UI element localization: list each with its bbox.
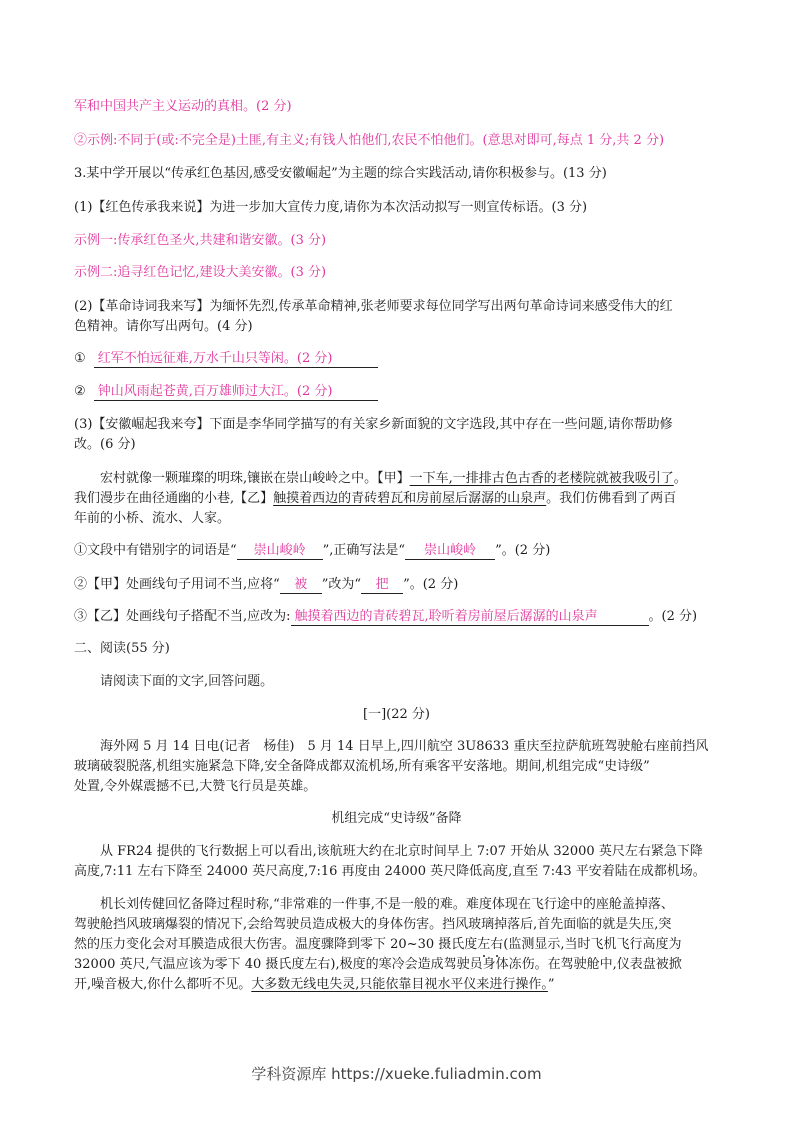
underlined-sentence: 大多数无线电失灵,只能依靠目视水平仪来进行操作。 bbox=[251, 977, 548, 992]
question-text: ”,正确写法是“ bbox=[322, 543, 406, 558]
article-line bbox=[74, 976, 555, 994]
answer-blank bbox=[280, 577, 322, 594]
passage-text: 。我们仿佛看到了两百 bbox=[546, 491, 677, 506]
answer-blank bbox=[361, 577, 403, 594]
question-text: ”。(2 分) bbox=[495, 543, 551, 558]
blank-answer: 钟山风雨起苍黄,百万雄师过大江。(2 分) bbox=[97, 384, 333, 399]
section-heading: 二、阅读(55 分) bbox=[74, 641, 170, 656]
article-line: 海外网 5 月 14 日电(记者 杨佳) 5 月 14 日早上,四川航空 3U8633 重庆至拉萨航班驾驶舱右座前挡风 bbox=[100, 739, 709, 754]
passage-text: 。 bbox=[673, 471, 687, 486]
question-3-1: (1)【红色传承我来说】为进一步加大宣传力度,请你为本次活动拟写一则宣传标语。(3 分) bbox=[74, 200, 588, 215]
article-line: 机长刘传健回忆备降过程时称,“非常难的一件事,不是一般的难。难度体现在飞行途中的座舱盖掉落、 bbox=[100, 897, 674, 912]
blank-answer: 把 bbox=[375, 577, 389, 592]
question-text: ”。(2 分) bbox=[403, 577, 459, 592]
underlined-sentence-jia: 一下车,一排排古色古香的老楼院就被我吸引了 bbox=[409, 471, 674, 486]
answer-blank bbox=[291, 609, 649, 626]
article-text: 然的压力变化会对耳膜造成很大伤害。温度骤降到零下 20~30 摄氏度 bbox=[74, 937, 478, 952]
blank-answer: 被 bbox=[294, 577, 308, 592]
article-subtitle: 机组完成“史诗级”备降 bbox=[331, 811, 462, 826]
item-number: ② bbox=[74, 384, 86, 399]
answer-blank bbox=[405, 543, 495, 560]
question-3-2-cont: 色精神。请你写出两句。(4 分) bbox=[74, 319, 253, 334]
passage-line: 年前的小桥、流水、人家。 bbox=[74, 511, 231, 526]
answer-blank bbox=[94, 384, 378, 401]
poem-answer-2 bbox=[74, 383, 378, 401]
question-text: ”改为“ bbox=[321, 577, 362, 592]
instruction: 请阅读下面的文字,回答问题。 bbox=[100, 674, 274, 689]
question-text: ③【乙】处画线句子搭配不当,应改为: bbox=[74, 609, 291, 624]
answer-blank bbox=[237, 543, 323, 560]
article-line bbox=[74, 936, 682, 954]
question-3-2: (2)【革命诗词我来写】为缅怀先烈,传承革命精神,张老师要求每位同学写出两句革命诗词来感受伟大的红 bbox=[74, 299, 673, 314]
answer-blank bbox=[94, 351, 378, 368]
question-word-use bbox=[74, 576, 458, 594]
question-text: 。(2 分) bbox=[648, 609, 698, 624]
poem-answer-1 bbox=[74, 350, 378, 368]
passage-text: 我们漫步在曲径通幽的小巷,【乙】 bbox=[74, 491, 274, 506]
blank-answer: 崇山峻岭 bbox=[253, 543, 306, 558]
passage-text: 宏村就像一颗璀璨的明珠,镶嵌在崇山峻岭之中。【甲】 bbox=[100, 471, 410, 486]
answer-line: ②示例:不同于(或:不完全是)土匪,有主义;有钱人怕他们,农民不怕他们。(意思对即可,每点 1 分,共 2 分) bbox=[74, 133, 665, 148]
question-3-3-cont: 改。(6 分) bbox=[74, 437, 136, 452]
question-text: ①文段中有错别字的词语是“ bbox=[74, 543, 237, 558]
blank-answer: 触摸着西边的青砖碧瓦,聆听着房前屋后潺潺的山泉声 bbox=[294, 609, 598, 624]
question-text: ②【甲】处画线句子用词不当,应将“ bbox=[74, 577, 280, 592]
article-line: 高度,7:11 左右下降至 24000 英尺高度,7:16 再度由 24000 英尺降低高度,直至 7:43 平安着陆在成都机场。 bbox=[74, 864, 706, 879]
article-line: 从 FR24 提供的飞行数据上可以看出,该航班大约在北京时间早上 7:07 开始从 32000 英尺左右紧急下降 bbox=[100, 844, 703, 859]
article-text: (监测显示,当时飞机飞行高度为 bbox=[503, 937, 682, 952]
underlined-sentence-yi: 触摸着西边的青砖碧瓦和房前屋后潺潺的山泉声 bbox=[273, 491, 547, 506]
emphasis-dot-char: 右 bbox=[490, 937, 504, 952]
question-3: 3.某中学开展以“传承红色基因,感受安徽崛起”为主题的综合实践活动,请你积极参与。(13 分) bbox=[74, 166, 607, 181]
question-typo bbox=[74, 542, 550, 560]
answer-example-2: 示例二:追寻红色记忆,建设大美安徽。(3 分) bbox=[74, 265, 327, 280]
emphasis-dot-char: 左 bbox=[477, 937, 491, 952]
article-line: 处置,令外媒震撼不已,大赞飞行员是英雄。 bbox=[74, 779, 317, 794]
item-number: ① bbox=[74, 351, 86, 366]
answer-line: 军和中国共产主义运动的真相。(2 分) bbox=[74, 99, 292, 114]
footer-watermark: 学科资源库 https://xueke.fuliadmin.com bbox=[251, 1065, 542, 1083]
article-line: 玻璃破裂脱落,机组实施紧急下降,安全备降成都双流机场,所有乘客平安落地。期间,机组完成“史诗级” bbox=[74, 759, 650, 774]
passage-line bbox=[74, 490, 676, 508]
passage-line bbox=[100, 470, 687, 488]
article-text: ” bbox=[547, 977, 555, 992]
blank-answer: 崇山峻岭 bbox=[424, 543, 477, 558]
blank-answer: 红军不怕远征难,万水千山只等闲。(2 分) bbox=[97, 351, 333, 366]
question-3-3: (3)【安徽崛起我来夸】下面是李华同学描写的有关家乡新面貌的文字选段,其中存在一些问题,请你帮助修 bbox=[74, 417, 673, 432]
answer-example-1: 示例一:传承红色圣火,共建和谐安徽。(3 分) bbox=[74, 233, 327, 248]
article-line: 32000 英尺,气温应该为零下 40 摄氏度左右),极度的寒冷会造成驾驶员身体冻伤。在驾驶舱中,仪表盘被掀 bbox=[74, 957, 682, 972]
question-collocation bbox=[74, 608, 697, 626]
subsection-heading: [一](22 分) bbox=[363, 707, 430, 722]
article-line: 驾驶舱挡风玻璃爆裂的情况下,会给驾驶员造成极大的身体伤害。挡风玻璃掉落后,首先面临的就是失压,突 bbox=[74, 917, 672, 932]
article-text: 开,噪音极大,你什么都听不见。 bbox=[74, 977, 252, 992]
